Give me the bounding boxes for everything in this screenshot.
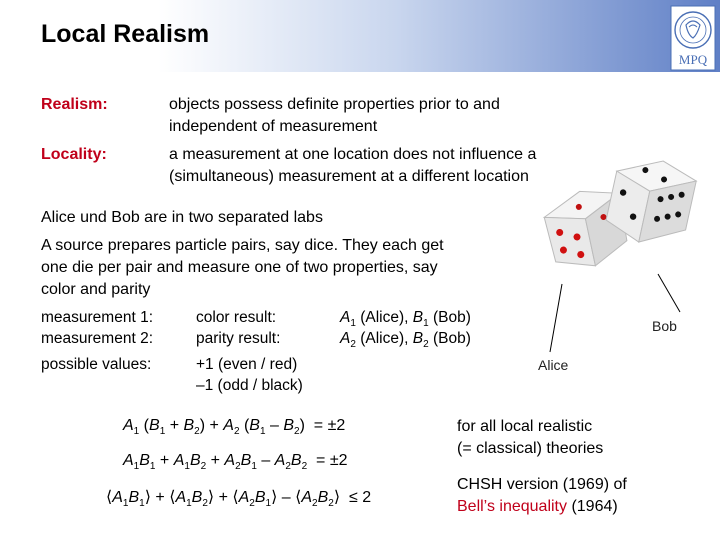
chsh-line1: CHSH version (1969) of — [457, 476, 627, 493]
local-realistic-line1: for all local realistic — [457, 418, 593, 435]
possible-plus: +1 (even / red) — [196, 356, 298, 373]
measurement1-observables: $A_1$ (Alice), $B_1$ (Bob) — [340, 309, 471, 330]
bell-inequality-text: Bell’s inequality — [457, 498, 567, 515]
bob-pointer-line — [658, 274, 680, 312]
formula-2: $A_1B_1 + A_1B_2 + A_2B_1 - A_2B_2 = \pm 2$ — [123, 452, 348, 473]
possible-values-label: possible values: — [41, 356, 152, 373]
possible-minus: –1 (odd / black) — [196, 377, 303, 394]
pointer-lines — [520, 270, 720, 360]
slide-title: Local Realism — [41, 20, 210, 48]
alice-label: Alice — [538, 357, 569, 373]
locality-line1: a measurement at one location does not influence a — [169, 146, 537, 163]
realism-line2: independent of measurement — [169, 118, 378, 135]
measurement1-label: measurement 1: — [41, 309, 153, 326]
alice-pointer-line — [550, 284, 562, 352]
chsh-line2 — [457, 496, 618, 518]
locality-line2: (simultaneous) measurement at a different location — [169, 168, 529, 185]
bell-year: (1964) — [567, 498, 618, 515]
source-line1: A source prepares particle pairs, say dice. They each get — [41, 237, 444, 254]
formula-3: $⟨A_1B_1⟩$ + $⟨A_1B_2⟩$ + $⟨A_2B_1⟩$ – $⟨A_2B_2⟩ \le 2$ — [106, 489, 372, 510]
dice-illustration — [530, 148, 710, 283]
logo-text: MPQ — [678, 52, 708, 67]
mpq-logo — [670, 5, 716, 71]
formula-3-result: ≤ 2 — [348, 489, 372, 506]
measurement2-observables: $A_2$ (Alice), $B_2$ (Bob) — [340, 330, 471, 351]
local-realistic-line2: (= classical) theories — [457, 440, 604, 457]
realism-line1: objects possess definite properties prior to and — [169, 96, 500, 113]
alice-bob-text: Alice und Bob are in two separated labs — [41, 209, 323, 226]
bob-label: Bob — [652, 318, 677, 334]
formula-1-result: = ±2 — [313, 417, 346, 434]
formula-1: $A_1$ $(B_1 + B_2) + A_2$ $(B_1 - B_2) = \pm 2$ — [123, 417, 346, 438]
measurement2-label: measurement 2: — [41, 330, 153, 347]
source-line2: one die per pair and measure one of two properties, say — [41, 259, 438, 276]
source-line3: color and parity — [41, 281, 151, 298]
locality-label: Locality: — [41, 146, 107, 163]
measurement1-result: color result: — [196, 309, 277, 326]
measurement2-result: parity result: — [196, 330, 281, 347]
realism-label: Realism: — [41, 96, 108, 113]
formula-2-result: = ±2 — [316, 452, 348, 469]
